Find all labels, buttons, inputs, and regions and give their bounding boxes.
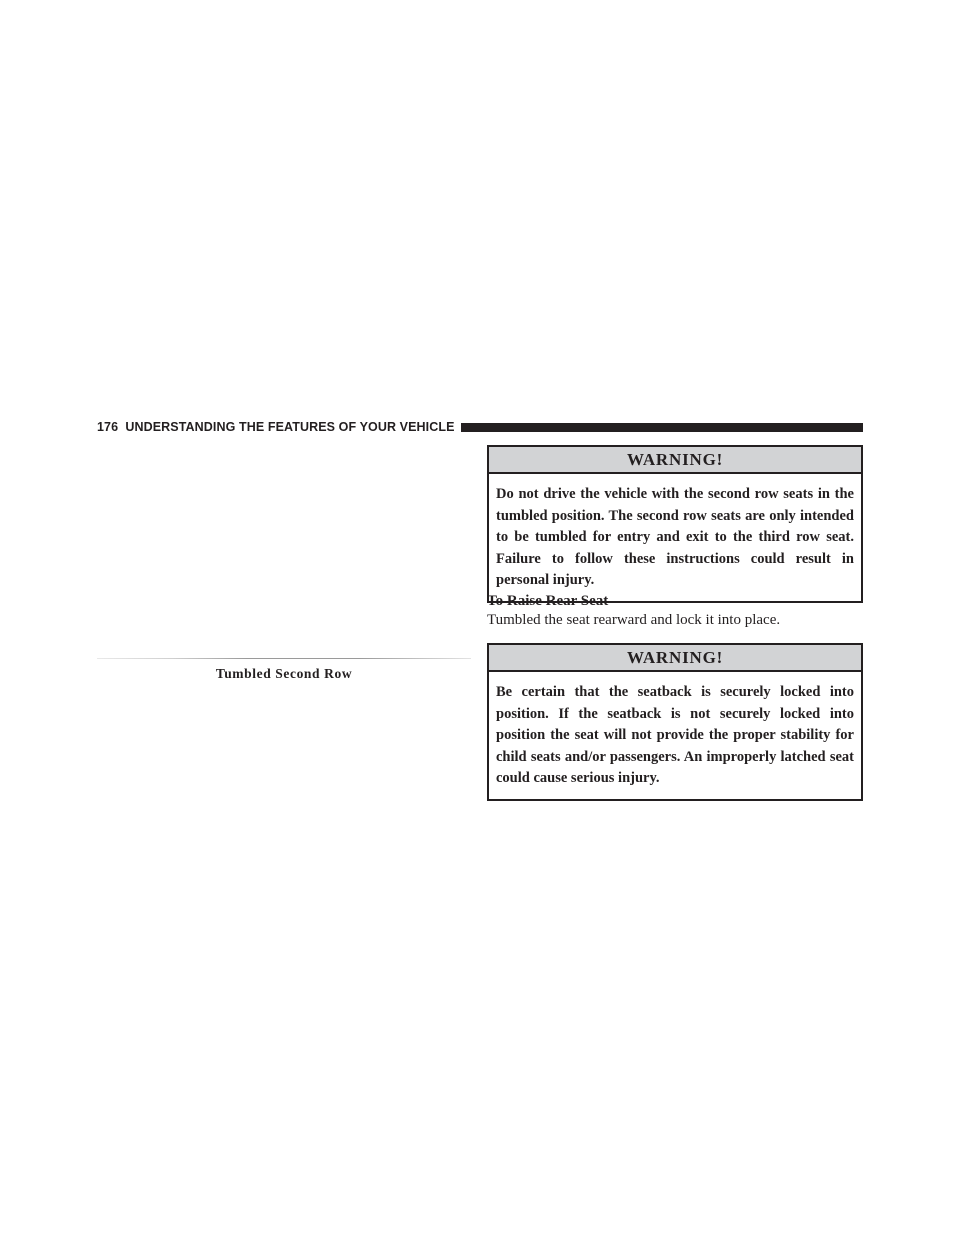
figure-divider [97, 658, 471, 659]
warning-body: Be certain that the seatback is securely locked into position. If the seatback is not securely locked into position the seat will not provide the proper stability for child seats and/or passengers. An improperly latched seat could cause serious injury. [496, 684, 854, 786]
section-title: UNDERSTANDING THE FEATURES OF YOUR VEHICLE [125, 420, 455, 434]
warning-body: Do not drive the vehicle with the second row seats in the tumbled position. The second row seats are only intended to be tumbled for entry and exit to the third row seat. Failure to follow these instructions could result in personal injury. [496, 486, 854, 588]
warning-box-tumbled [487, 445, 863, 603]
page-header [97, 418, 863, 436]
warning-title: WARNING! [489, 645, 861, 672]
header-rule-bar [461, 423, 863, 432]
figure-caption: Tumbled Second Row [215, 666, 353, 681]
warning-title: WARNING! [489, 447, 861, 474]
section-text: Tumbled the seat rearward and lock it into place. [487, 612, 781, 628]
warning-box-seatback [487, 643, 863, 801]
page-header-text [97, 420, 455, 434]
section-heading: To Raise Rear Seat [487, 593, 609, 609]
page-number: 176 [97, 420, 119, 434]
